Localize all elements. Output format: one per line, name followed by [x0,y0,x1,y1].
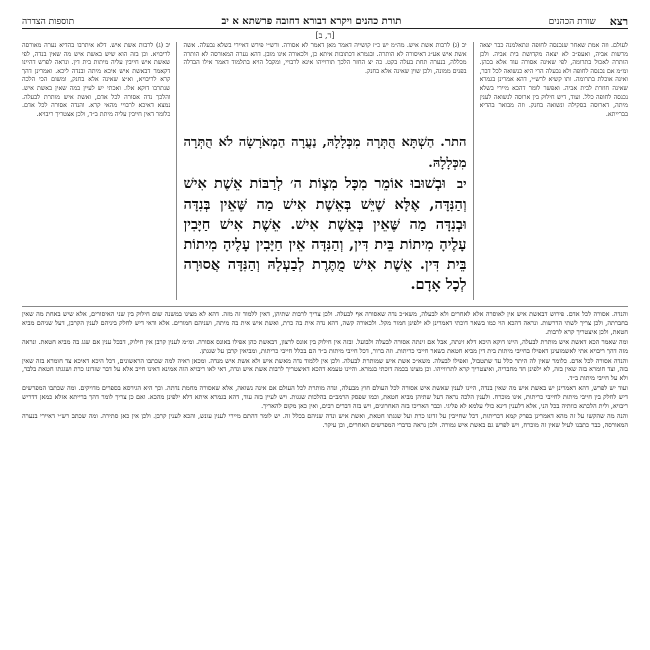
right-commentary-column: לעולם. וזה אמת שאחר שנכנסה לחופה ונתאלמנה כבר יצאה מרשות אביה, ואעפ״כ לא יצאה מקדושת בית אביה. ולכן הותרה לאכול בתרומה, לפי שאינה אסורה עוד אלא בכהן. ומ״מ אם נכנסה לחופה ולא נבעלה הרי היא כנשואה לכל דבר, ואינה אוכלת בתרומה. ותו קשיא לרש״י, דהא אמרינן בגמרא שאינה חוזרת לבית אביה. ואפשר לומר דהכא מיירי בשלא נכנסה לחופה כלל. ועוד, דיש חילוק בין ארוסה לנשואה לענין מיתה, דארוסה בסקילה ונשואה בחנק. וזה מבואר בהדיא בברייתא. [479,42,628,118]
section-marker: [ד, ב] [315,31,335,40]
header-left-group [22,16,74,28]
main-text-lead: התר. הַשְׁתָּא הֻתְּרָה מִכְּלָלָהּ, נַעֲרָה הַמְאֹרָשָׂה לֹא הֻתְּרָה מִכְּלָלָהּ. [183,135,467,171]
running-title: תורת כהנים ויקרא דבורא דחובה פרשתא א יב [221,16,402,27]
top-area [22,42,628,300]
center-commentary: יב (ג) לרבות אשת איש. מה״מ יש כ״ז קושייה דאמר מאן דאמר לא אסורה. ורש״י פירש דאיירי בשלא נבעלה. אשה אשת איש אע״ג דאיסורה לא הותרה. ובגמרא דכתובות איתא כן, ולכאורה אינו מובן. דהא נערה המאורסה לא הותרה מכללה, בנערה תחת בעלה בקט. כה יצ החזר הלכך תורוייהו אינא לרבויי, ומקבל הויא בתלמוד דאמר אילו הבדלה בפנים ממונה, ולכן שוין שאינה אלא בחנק. [183,42,467,75]
bottom-paragraph: והנדה אסורה לכל אדם. כלומר שאין לה היתר כלל עד שתטבול, ואפילו לבעלה. משא״כ אשת איש שמותרת לבעלה. ולכן אין ללמוד נדה מאשת איש ולא אשת איש מנדה. ומכאן ראיה למה שכתבו הראשונים, דכל היכא דאיכא צד חומרא בזה שאין בזה, וצד חומרא בזה שאין בזה, לא ילפינן חד מחבריה, ואיצטריך קרא לתרווייהו. וכן מצינו בכמה דוכתי בגמרא. והיינו טעמא דהכא דאיצטריך לרבות אשת איש ונדה, דאי לאו ריבויא הוה אמינא דאינו חייב אלא על דבר שזדונו כרת ושגגתו חטאת בלבד, ולא על חייבי מיתות ב״ד. [22,356,628,383]
header-right-label: שורת הכהנים [548,17,596,27]
bottom-paragraph: ומה שאמר הכא דאשת איש מותרת לבעלה, היינו דוקא היכא דלא זינתה, אבל אם זינתה אסורה לבעלה ולבועל. ובזה אין חילוק בין אונס לרצון, דבאשת כהן אפילו באונס אסורה. ומ״מ לענין קרבן אין חילוק, דבכל ענין אם שגג בה מביא חטאת. ונראה מזה דהך ריבויא אתי לאשמועינן דאפילו בחייבי מיתות בית דין מביא חטאת כשאר חייבי כריתות. וזה ברור, דכל חייבי מיתות ב״ד הם בכלל חייבי כריתות, ומביאין קרבן על שגגתן. [22,337,628,355]
bottom-paragraph: והנה מה שהקשו על זה מהא דאמרינן בפרק קמא דכריתות, דכל שחייבין על זדונו כרת ועל שגגתו חטאת, ואשת איש ונדה שניהם בכלל זה. יש לומר דהתם מיירי לענין עונש, והכא לענין קרבן. ולכן אין כאן סתירה. ומה שכתב רש״י דאיירי בנערה המאורסה, כבר כתבנו לעיל שאין זה מוכרח, ויש לפרש גם באשת איש גמורה. ולכן נראה כדברי המפרשים האחרים, וכן עיקר. [22,411,628,429]
verse-number: יב [456,177,467,192]
left-commentary-column: יב (ג) לרבות אשת איש. דלא איתרבו בהדיא נערה מאורסה לריבויא. וכן בזה הוא שיש באשת איש מה שאין בנדה, לפי שאשת איש חייבין עליה מיתות בית דין. ונראה לפרש דהיינו דקאמר דבאשת איש איכא מיתה ובנדה ליכא. ואמרינן דהך קרא לריבויא, וא״צ שאינה אלא בחנק, ומשום הכי הלכה שנתרבו דוקא אלו. ואכתי יש לעיין במה שאין באשת איש. והלכך נדה אסורה לכל אדם, ואשת איש מותרת לבעלה. נמצא דאיכא לרבויי מהאי קרא. והנדה אסורה לכל אדם. כלומר דאין חייבין עליה מיתת ב״ד, ולכן אצטריך ריבויא. [21,42,171,118]
header-right-group [549,16,628,28]
center-column [176,42,473,300]
bottom-paragraph: והנדה. אסורה לכל אדם. פירוש דבאשת איש אין לאוסרה אלא לאחרים ולא לבעלה, משא״כ נדה שאסורה אף לבעלה. ולכן צריך לרבות שתיהן, דאין ללמוד זה מזה. דהא לא מצינו במשנה שום חילוק בין שני האיסורים, אלא שיש באחת מה שאין בחברתה, ולכן צריך לשתי הדרשות. ונראה דהכא הוי כמו בשאר דוכתי דאמרינן לא ילפינן חמור מקל. ולכאורה קשה, דהא נדה אית בה כרת, ואשת איש אית בה מיתה, ושניהם חמורים. אלא ודאי דיש לחלק ביניהם לענין הקרבן, דעל שניהם מביא חטאת, ולכן איצטריך קרא לרבות. [22,310,628,336]
running-header [22,10,628,29]
bottom-commentary [22,306,628,632]
page-name: רצא [609,15,628,28]
header-left-label: תוספות הצדרה [22,17,75,27]
main-text-body: וּבְשׁוּבוּ אוֹמֵר מִכָּל מִצְוֹת ה׳ לְרַבּוֹת אֵשֶׁת אִישׁ וְהַנִּדָּה, אֶלָּא שֶׁיֵּשׁ בְּאֵשֶׁת אִישׁ מַה שֶּׁאֵין בְּנִדָּה וּבְנִדָּה מַה שֶּׁאֵין בְּאֵשֶׁת אִישׁ. אֵשֶׁת אִישׁ חַיָּבִין עָלֶיהָ מִיתוֹת בֵּית דִּין, וְהַנִּדָּה אֵין חַיָּבִין עָלֶיהָ מִיתוֹת בֵּית דִּין. אֵשֶׁת אִישׁ מֻתֶּרֶת לְבַעְלָהּ וְהַנִּדָּה אֲסוּרָה לְכָל אָדָם. [183,175,467,293]
bottom-paragraph: ועוד יש לפרש, דהא דאמרינן יש באשת איש מה שאין בנדה, היינו לענין שאשת איש אסורה לכל העולם חוץ מבעלה, ונדה מותרת לכל העולם אם אינה נשואה, אלא שאסורה מחמת נדתה. וכך היא הגירסא בספרים מדויקים. ומה שכתבו המפרשים דיש לחלק בין חייבי מיתות לחייבי כריתות, אינו מוכרח. ולענין הלכה נראה דעל שתיהן מביא חטאת, וכמו שפסק הרמב״ם בהלכות שגגות. ויש לעיין בזה עוד, דהא בגמרא איתא דלא ילפינן מהכא. ואם כן צריך לומר דהך ברייתא אזלא כמאן דדריש ריבויא, ולית הלכתא כוותיה בכל הני, אלא דלענין דינא כולי עלמא לא פליגי. וכבר האריכו בזה האחרונים, ויש בזה דברים רבים, ואין כאן מקום להאריך. [22,384,628,411]
main-text-block [183,132,466,296]
